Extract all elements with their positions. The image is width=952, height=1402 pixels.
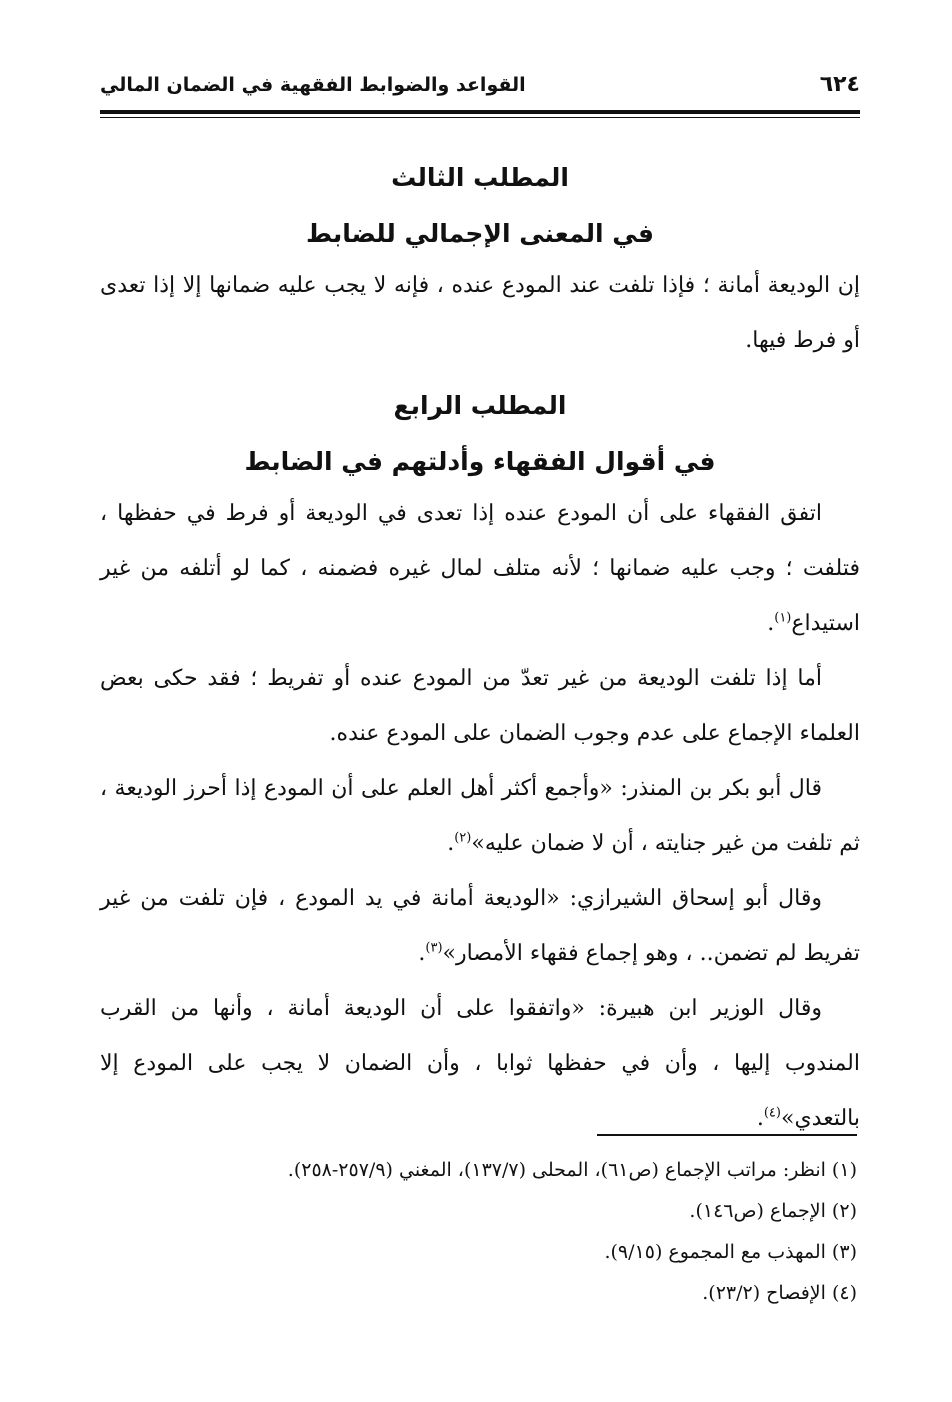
header-rule-thin: [100, 117, 860, 118]
page-body: [100, 150, 860, 1146]
paragraph-text: وقال الوزير ابن هبيرة: «واتفقوا على أن الوديعة أمانة ، وأنها من القرب المندوب إليها ، وأن في حفظها ثوابا ، وأن الضمان لا يجب على المودع إلا بالتعدي»: [100, 996, 860, 1131]
paragraph: [100, 981, 860, 1146]
section-subheading: في أقوال الفقهاء وأدلتهم في الضابط: [244, 447, 716, 476]
footnote-separator: [597, 1134, 857, 1136]
footnote: (٢) الإجماع (ص١٤٦).: [689, 1200, 857, 1222]
paragraph-text: قال أبو بكر بن المنذر: «وأجمع أكثر أهل العلم على أن المودع إذا أحرز الوديعة ، ثم تلفت من غير جنايته ، أن لا ضمان عليه»: [100, 776, 860, 856]
footnote-ref[interactable]: (٢): [454, 830, 472, 846]
paragraph-text: وقال أبو إسحاق الشيرازي: «الوديعة أمانة في يد المودع ، فإن تلفت من غير تفريط لم تضمن.. ، وهو إجماع فقهاء الأمصار»: [100, 886, 860, 966]
footnote: (٣) المهذب مع المجموع (٩/١٥).: [604, 1241, 857, 1263]
footnote: (٤) الإفصاح (٢٣/٢).: [702, 1282, 857, 1304]
paragraph-end: .: [447, 831, 455, 856]
paragraph: [100, 871, 860, 981]
paragraph-text: أما إذا تلفت الوديعة من غير تعدّ من المودع عنده أو تفريط ؛ فقد حكى بعض العلماء الإجماع على عدم وجوب الضمان على المودع عنده.: [100, 666, 860, 746]
footnote-ref[interactable]: (٤): [763, 1105, 781, 1121]
paragraph-text: إن الوديعة أمانة ؛ فإذا تلفت عند المودع عنده ، فإنه لا يجب عليه ضمانها إلا إذا تعدى أو فرط فيها.: [100, 273, 860, 353]
footnote-ref[interactable]: (٣): [425, 940, 443, 956]
paragraph-end: .: [418, 941, 426, 966]
page-number: ٦٢٤: [819, 72, 860, 97]
section-subheading: في المعنى الإجمالي للضابط: [306, 219, 654, 248]
header-rule: [100, 110, 860, 114]
footnote: (١) انظر: مراتب الإجماع (ص٦١)، المحلى (١٣٧/٧)، المغني (٢٥٧/٩-٢٥٨).: [287, 1159, 857, 1181]
paragraph-end: .: [756, 1106, 764, 1131]
section-heading: المطلب الثالث: [391, 163, 569, 192]
footnote-ref[interactable]: (١): [774, 610, 792, 626]
footnotes: [97, 1150, 857, 1314]
paragraph-text: اتفق الفقهاء على أن المودع عنده إذا تعدى في الوديعة أو فرط في حفظها ، فتلفت ؛ وجب عليه ضمانها ؛ لأنه متلف لمال غيره فضمنه ، كما لو أتلفه من غير استيداع: [100, 501, 860, 636]
paragraph: [100, 486, 860, 651]
section-heading: المطلب الرابع: [393, 391, 567, 420]
paragraph-end: .: [767, 611, 775, 636]
page-header: [100, 70, 860, 110]
paragraph: [100, 651, 860, 761]
paragraph: [100, 761, 860, 871]
running-title: القواعد والضوابط الفقهية في الضمان المالي: [100, 74, 526, 96]
paragraph: [100, 258, 860, 368]
